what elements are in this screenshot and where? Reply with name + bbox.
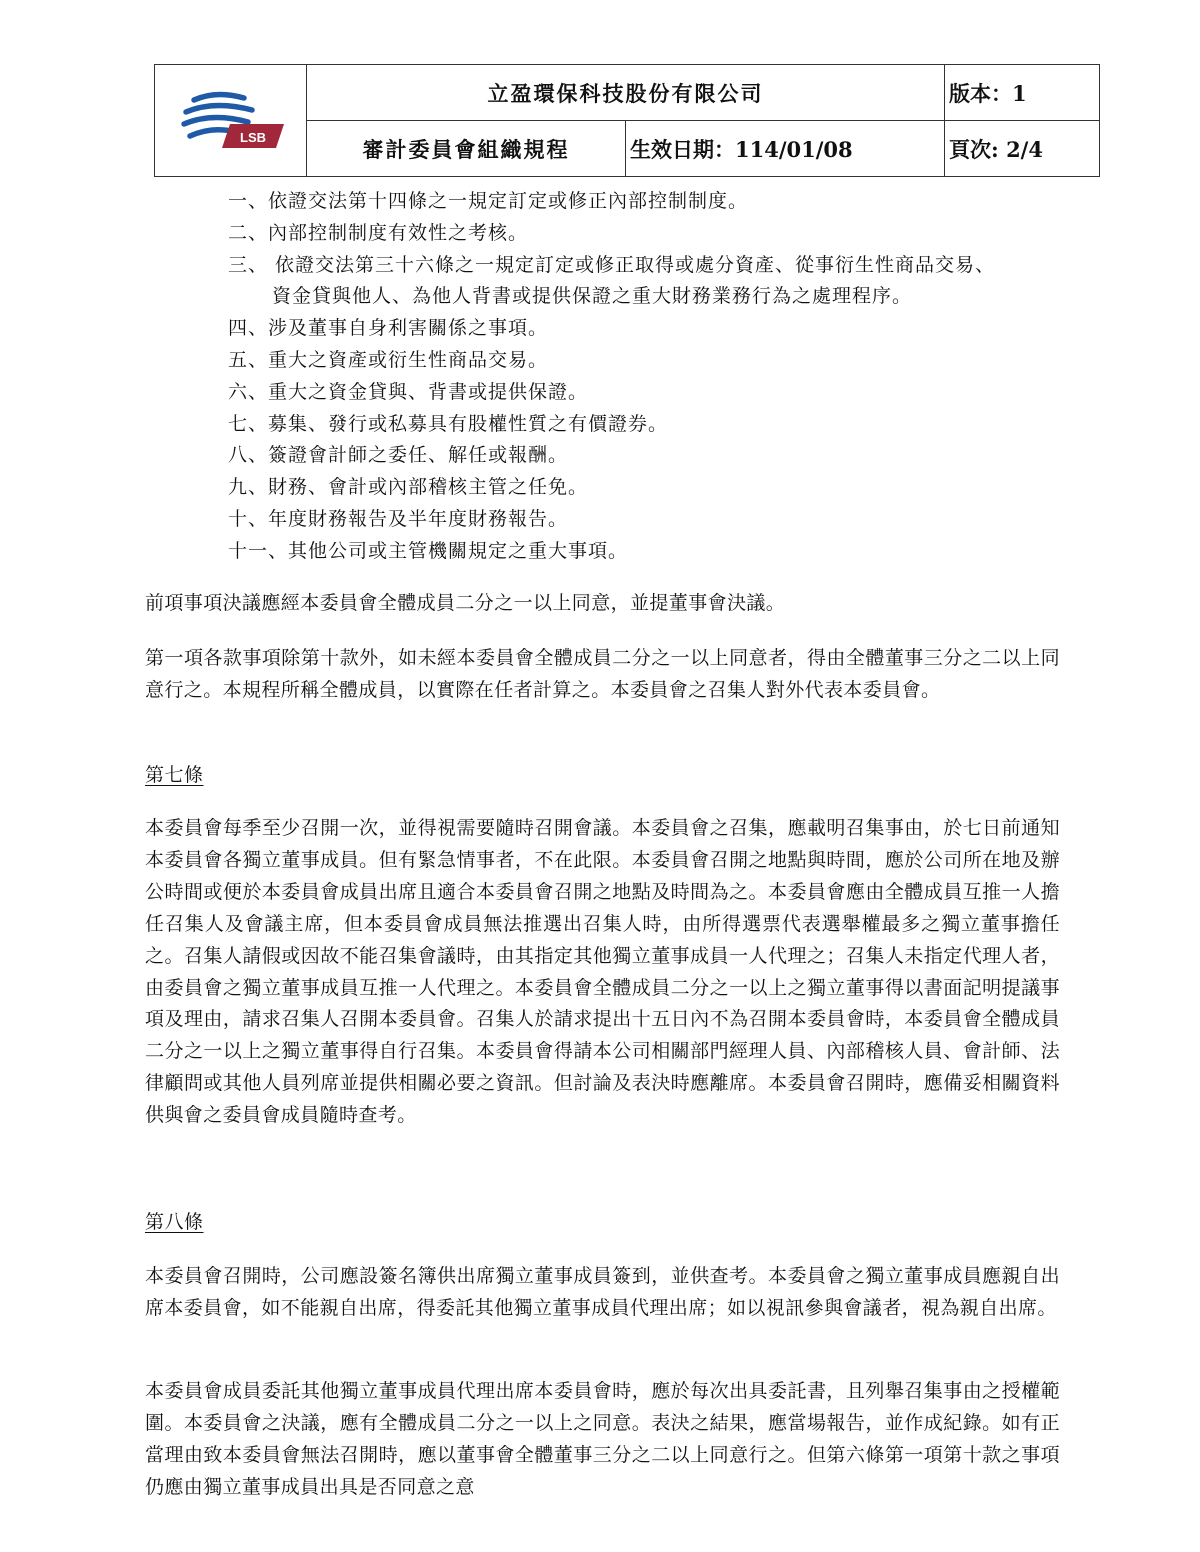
list-item: 八、簽證會計師之委任、解任或報酬。: [228, 444, 569, 467]
list-item-continuation: 資金貸與他人、為他人背書或提供保證之重大財務業務行為之處理程序。: [272, 285, 913, 308]
logo-text: LSB: [239, 130, 266, 145]
list-item: 十一、其他公司或主管機關規定之重大事項。: [228, 539, 629, 562]
article-8-heading: 第八條: [145, 1211, 204, 1233]
list-item: 三、 依證交法第三十六條之一規定訂定或修正取得或處分資產、從事衍生性商品交易、: [228, 253, 996, 276]
list-item: 九、財務、會計或內部稽核主管之任免。: [228, 476, 589, 499]
paragraph-resolution: 前項事項決議應經本委員會全體成員二分之一以上同意，並提董事會決議。: [145, 592, 786, 614]
page-number: 頁次: 2/4: [945, 121, 1100, 177]
matters-list: [228, 186, 1108, 568]
paragraph-board-approval: 第一項各款事項除第十款外，如未經本委員會全體成員二分之一以上同意者，得由全體董事三分之二以上同意行之。本規程所稱全體成員，以實際在任者計算之。本委員會之召集人對外代表本委員會。: [145, 647, 1060, 701]
effective-date: 生效日期：114/01/08: [626, 121, 945, 177]
logo-cell: [155, 65, 307, 177]
company-name: 立盈環保科技股份有限公司: [307, 65, 945, 121]
company-logo-icon: [176, 86, 286, 150]
list-item: 六、重大之資金貸與、背書或提供保證。: [228, 380, 589, 403]
document-header: [154, 64, 1100, 177]
list-item: 七、募集、發行或私募具有股權性質之有價證券。: [228, 412, 669, 435]
article-7-heading: 第七條: [145, 764, 204, 786]
paragraph-article-7: 本委員會每季至少召開一次，並得視需要隨時召開會議。本委員會之召集，應載明召集事由，於七日前通知本委員會各獨立董事成員。但有緊急情事者，不在此限。本委員會召開之地點與時間，應於公司所在地及辦公時間或便於本委員會成員出席且適合本委員會召開之地點及時間為之。本委員會應由全體成員互推一人擔任召集人及會議主席，但本委員會成員無法推選出召集人時，由所得選票代表選舉權最多之獨立董事擔任之。召集人請假或因故不能召集會議時，由其指定其他獨立董事成員一人代理之；召集人未指定代理人者，由委員會之獨立董事成員互推一人代理之。本委員會全體成員二分之一以上之獨立董事得以書面記明提議事項及理由，請求召集人召開本委員會。召集人於請求提出十五日內不為召開本委員會時，本委員會全體成員二分之一以上之獨立董事得自行召集。本委員會得請本公司相關部門經理人員、內部稽核人員、會計師、法律顧問或其他人員列席並提供相關必要之資訊。但討論及表決時應離席。本委員會召開時，應備妥相關資料供與會之委員會成員隨時查考。: [145, 817, 1060, 1127]
list-item: 二、內部控制制度有效性之考核。: [228, 221, 529, 244]
list-item: 四、涉及董事自身利害關係之事項。: [228, 317, 549, 340]
version-cell: 版本：1: [945, 65, 1100, 121]
paragraph-article-8: 本委員會召開時，公司應設簽名簿供出席獨立董事成員簽到，並供查考。本委員會之獨立董事成員應親自出席本委員會，如不能親自出席，得委託其他獨立董事成員代理出席；如以視訊參與會議者，視為親自出席。: [145, 1265, 1060, 1319]
list-item: 五、重大之資產或衍生性商品交易。: [228, 348, 549, 371]
list-item: 十、年度財務報告及半年度財務報告。: [228, 507, 569, 530]
paragraph-proxy-attendance: 本委員會成員委託其他獨立董事成員代理出席本委員會時，應於每次出具委託書，且列舉召集事由之授權範圍。本委員會之決議，應有全體成員二分之一以上之同意。表決之結果，應當場報告，並作成紀錄。如有正當理由致本委員會無法召開時，應以董事會全體董事三分之二以上同意行之。但第六條第一項第十款之事項仍應由獨立董事成員出具是否同意之意: [145, 1380, 1060, 1498]
document-title: 審計委員會組織規程: [307, 121, 626, 177]
list-item: 一、依證交法第十四條之一規定訂定或修正內部控制制度。: [228, 190, 749, 212]
